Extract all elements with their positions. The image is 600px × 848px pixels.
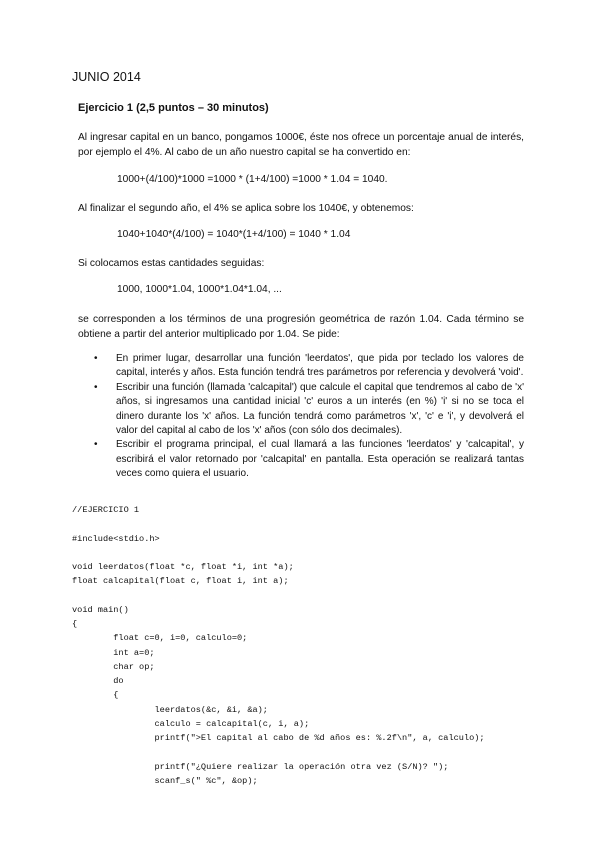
code-line: printf(">El capital al cabo de %d años es: %.2f\n", a, calculo); [72, 733, 485, 743]
bullet-icon: • [94, 353, 98, 364]
exercise-title: Ejercicio 1 (2,5 puntos – 30 minutos) [78, 102, 269, 114]
code-line: int a=0; [72, 647, 155, 658]
page-heading: JUNIO 2014 [72, 70, 141, 84]
code-line: printf("¿Quiere realizar la operación otra vez (S/N)? "); [72, 761, 449, 772]
code-line: #include<stdio.h> [72, 533, 160, 544]
code-line: { [72, 690, 119, 701]
task-list [88, 352, 524, 482]
formula-year-2: 1040+1040*(4/100) = 1040*(1+4/100) = 1040 * 1.04 [117, 229, 351, 240]
code-line: //EJERCICIO 1 [72, 505, 140, 515]
code-line: scanf_s(" %c", &op); [72, 775, 258, 786]
code-line: void main() [72, 604, 129, 615]
sequence-paragraph: Si colocamos estas cantidades seguidas: [78, 258, 265, 269]
task-item-main-program [88, 438, 524, 481]
formula-sequence: 1000, 1000*1.04, 1000*1.04*1.04, ... [117, 284, 282, 295]
task-text: En primer lugar, desarrollar una función 'leerdatos', que pida por teclado los valores de capital, interés y años. Esta función tendrá tres parámetros por referencia y devolverá 'void'. [116, 353, 524, 379]
second-year-paragraph: Al finalizar el segundo año, el 4% se aplica sobre los 1040€, y obtenemos: [78, 203, 414, 214]
task-text: Escribir el programa principal, el cual llamará a las funciones 'leerdatos' y 'calcapital', y escribirá el valor retornado por 'calcapital' en pantalla. Esta operación se realizará tantas veces como quiera el usuario. [116, 439, 524, 480]
intro-paragraph: Al ingresar capital en un banco, pongamos 1000€, éste nos ofrece un porcentaje anual de interés, por ejemplo el 4%. Al cabo de un año nuestro capital se ha convertido en: [78, 132, 524, 158]
formula-year-1: 1000+(4/100)*1000 =1000 * (1+4/100) =1000 * 1.04 = 1040. [117, 174, 388, 185]
code-line [72, 546, 485, 560]
task-item-leerdatos [88, 352, 524, 381]
code-line: { [72, 619, 78, 629]
task-item-calcapital [88, 381, 524, 439]
code-line: calculo = calcapital(c, i, a); [72, 718, 310, 729]
bullet-icon: • [94, 381, 98, 393]
code-line [72, 517, 485, 531]
progression-paragraph: se corresponden a los términos de una progresión geométrica de razón 1.04. Cada término se obtiene a partir del anterior multiplicado por 1.04. Se pide: [78, 314, 524, 340]
code-line: void leerdatos(float *c, float *i, int *a); [72, 562, 294, 572]
code-line: float c=0, i=0, calculo=0; [72, 633, 248, 644]
code-line: float calcapital(float c, float i, int a); [72, 576, 289, 587]
code-line: leerdatos(&c, &i, &a); [72, 704, 268, 715]
code-line: char op; [72, 661, 155, 672]
code-line: do [72, 676, 124, 686]
code-line [72, 589, 485, 603]
task-text: Escribir una función (llamada 'calcapital') que calcule el capital que tendremos al cabo de 'x' años, si ingresamos una cantidad inicial 'c' euros a un interés (en %) 'i' si no se toca el dinero durante los 'x' años. La función tendrá como parámetros 'x', 'c' e 'i', y devolverá el valor del capital al cabo de los 'x' años (con sólo dos decimales). [116, 381, 524, 437]
code-listing [72, 503, 485, 788]
code-line [72, 745, 485, 759]
bullet-icon: • [94, 439, 98, 451]
